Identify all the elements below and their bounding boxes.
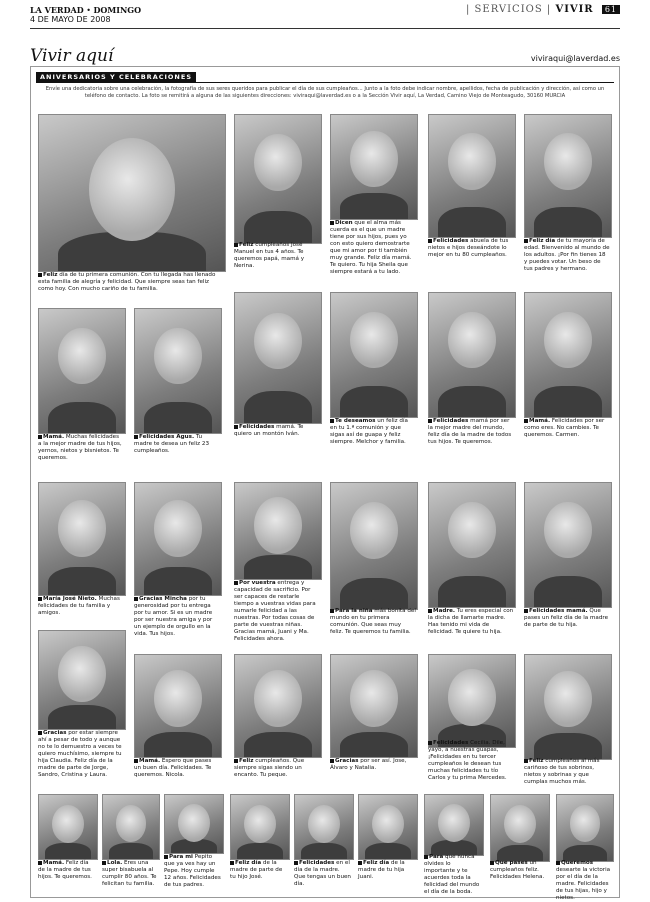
portrait-photo xyxy=(234,114,322,244)
bullet-square-icon xyxy=(134,435,138,439)
shoulders-shape xyxy=(534,207,603,239)
portrait-photo xyxy=(330,114,418,220)
shoulders-shape xyxy=(48,705,117,731)
face-shape xyxy=(308,805,340,843)
portrait-photo xyxy=(164,794,224,854)
bullet-square-icon xyxy=(38,435,42,439)
bullet-square-icon xyxy=(102,861,106,865)
caption xyxy=(164,854,222,889)
paper-name: LA VERDAD xyxy=(30,5,84,15)
caption xyxy=(38,730,124,779)
caption-text: Muchas felicidades a la mejor madre de tus hijos, yernos, nietos y bisnietos. Te queremos. xyxy=(38,434,122,461)
portrait-photo xyxy=(524,482,612,608)
portrait-photo xyxy=(428,114,516,238)
caption xyxy=(428,608,514,636)
bullet-square-icon xyxy=(134,597,138,601)
shoulders-shape xyxy=(244,732,313,759)
face-shape xyxy=(350,502,397,559)
shoulders-shape xyxy=(244,391,313,425)
caption xyxy=(38,272,224,293)
shoulders-shape xyxy=(340,193,409,220)
bullet-square-icon xyxy=(134,759,138,763)
face-shape xyxy=(254,670,301,727)
portrait-photo xyxy=(428,654,516,748)
portrait-photo xyxy=(102,794,160,860)
shoulders-shape xyxy=(301,843,347,860)
caption-text: Felicidades por ser como eres. No cambies. Te queremos. Carmen. xyxy=(524,418,605,438)
caption xyxy=(38,596,124,617)
caption xyxy=(490,860,548,881)
caption-text: que el alma más cuerda es el que un madre tiene por sus hijos, pues yo con esto quiero demostrarte que mi amor por ti también muy grande. Feliz día mamá. Te quiero. Tu hija Sheila que siempre estará a tu lado. xyxy=(330,220,412,275)
section-vivir[interactable]: VIVIR xyxy=(555,4,594,15)
caption-lead: Mamá. xyxy=(43,860,65,866)
bullet-square-icon xyxy=(490,861,494,865)
bullet-square-icon xyxy=(428,741,432,745)
caption xyxy=(524,418,610,439)
bullet-square-icon xyxy=(330,609,334,613)
caption xyxy=(428,238,514,259)
caption-text: un feliz día en tu 1.ª comunión y que sigas así de guapa y feliz siempre. Melchor y familia. xyxy=(330,418,408,445)
portrait-photo xyxy=(428,482,516,608)
shoulders-shape xyxy=(365,843,411,860)
caption xyxy=(134,758,220,779)
bullet-square-icon xyxy=(428,609,432,613)
caption xyxy=(38,860,96,881)
face-shape xyxy=(448,502,495,559)
face-shape xyxy=(448,133,495,190)
portrait-photo xyxy=(38,114,226,272)
bullet-square-icon xyxy=(234,243,238,247)
face-shape xyxy=(52,805,84,843)
portrait-photo xyxy=(234,482,322,580)
portrait-photo xyxy=(524,654,612,760)
caption xyxy=(428,740,514,782)
shoulders-shape xyxy=(244,555,313,580)
caption-lead: Que pases xyxy=(495,860,528,866)
portrait-photo xyxy=(330,292,418,418)
caption-lead: Feliz xyxy=(43,272,58,278)
caption-text: de la madre de tu hija Juani. xyxy=(358,860,405,880)
shoulders-shape xyxy=(340,386,409,418)
section-servicios[interactable]: SERVICIOS xyxy=(474,4,543,15)
shoulders-shape xyxy=(144,732,213,759)
caption-text: cumpleaños José Manuel en tus 4 años. Te queremos papá, mamá y Nerina. xyxy=(234,242,305,269)
portrait-photo xyxy=(38,630,126,730)
caption xyxy=(524,238,610,273)
bullet-square-icon xyxy=(234,425,238,429)
caption-text: por tu generosidad por tu entrega por tu amor. Si es un madre por ser nuestra amiga y por un ejemplo de orgullo en la vida. Tus hijos. xyxy=(134,596,213,637)
face-shape xyxy=(58,500,105,557)
shoulders-shape xyxy=(438,207,507,239)
caption-lead: María José Nieto. xyxy=(43,596,97,602)
caption xyxy=(230,860,288,881)
caption xyxy=(428,418,514,446)
caption xyxy=(524,608,610,629)
face-shape xyxy=(350,312,397,369)
caption-lead: Felicidades xyxy=(433,418,469,424)
caption-lead: Para la niña xyxy=(335,608,373,614)
caption-text: cumpleaños al más cariñoso de tus sobrinos, nietos y sobrinas y que cumplas muchos más. xyxy=(524,758,600,785)
face-shape xyxy=(372,805,404,843)
portrait-photo xyxy=(524,114,612,238)
caption-text: de tu mayoría de edad. Bienvenido al mundo de los adultos. ¡Por fin tienes 18 y puedes votar. Un beso de tus padres y hermano. xyxy=(524,238,610,272)
caption-lead: Feliz xyxy=(529,758,544,764)
bullet-square-icon xyxy=(556,861,560,865)
caption-text: Espero que pases un buen día. Felicidades. Te queremos. Nicola. xyxy=(134,758,212,778)
caption-lead: Felicidades xyxy=(433,238,469,244)
caption-lead: Feliz xyxy=(239,758,254,764)
bullet-square-icon xyxy=(38,861,42,865)
bullet-square-icon xyxy=(164,855,168,859)
caption xyxy=(134,596,220,638)
caption-text: de la madre de parte de tu hijo José. xyxy=(230,860,283,880)
face-shape xyxy=(244,805,276,843)
caption xyxy=(524,758,610,786)
caption-text: Muchas felicidades de tu familia y amigos. xyxy=(38,596,120,616)
bullet-square-icon xyxy=(428,239,432,243)
portrait-photo xyxy=(230,794,290,860)
portrait-photo xyxy=(38,308,126,434)
shoulders-shape xyxy=(48,402,117,434)
shoulders-shape xyxy=(340,732,409,759)
face-shape xyxy=(58,646,105,703)
face-shape xyxy=(448,669,495,726)
face-shape xyxy=(154,328,201,385)
bullet-square-icon xyxy=(38,273,42,277)
face-shape xyxy=(544,312,591,369)
bullet-square-icon xyxy=(428,419,432,423)
caption-lead: Feliz día xyxy=(363,860,390,866)
day-label: DOMINGO xyxy=(93,5,142,15)
bullet-square-icon xyxy=(330,221,334,225)
date-label: 4 DE MAYO DE 2008 xyxy=(30,15,111,24)
bullet-square-icon xyxy=(234,759,238,763)
portrait-photo xyxy=(234,654,322,758)
portrait-photo xyxy=(38,482,126,596)
caption-text: Que pases un feliz día de la madre de parte de tu hija. xyxy=(524,608,609,628)
bullet-square-icon xyxy=(38,597,42,601)
caption-text: abuela de tus nietos e hijos deseándote lo mejor en tu 80 cumpleaños. xyxy=(428,238,509,258)
caption xyxy=(330,758,416,772)
portrait-photo xyxy=(38,794,98,860)
caption-text: un cumpleaños feliz. Felicidades Helena. xyxy=(490,860,545,880)
caption-text: Tu madre te desea un feliz 23 cumpleaños. xyxy=(134,434,210,454)
bullet-square-icon xyxy=(524,419,528,423)
caption-lead: Gracias xyxy=(335,758,359,764)
caption-lead: Felicidades mamá. xyxy=(529,608,588,614)
caption-lead: Feliz xyxy=(239,242,254,248)
portrait-photo xyxy=(134,654,222,758)
shoulders-shape xyxy=(45,843,91,860)
caption-text: Cecilia. Dile, yayo, a nuestras guapas, ¡Felicidades en tu tercer cumpleaños le desean tus muchas felicidades tu tío Carlos y tu prima Mercedes. xyxy=(428,740,507,781)
portrait-photo xyxy=(330,482,418,610)
face-shape xyxy=(438,804,470,842)
face-shape xyxy=(504,805,536,843)
caption-lead: Mamá. xyxy=(529,418,551,424)
shoulders-shape xyxy=(534,733,603,760)
intro-text: Envíe una dedicatoria sobre una celebración, la fotografía de sus seres queridos para publicar el día de sus cumpleaños... Junto a la foto debe indicar nombre, apellidos, fecha de publicación y dirección, así como un teléfono de contacto. La foto se remitirá a alguna de las siguientes direcciones: viviraqui@laverdad.es o a la Sección Vivir aquí, La Verdad, Camino Viejo de Monteagudo, 30160 MURCIA xyxy=(45,86,605,99)
caption-lead: Dicen xyxy=(335,220,353,226)
bullet-square-icon xyxy=(230,861,234,865)
caption xyxy=(330,608,416,636)
caption-lead: Feliz día xyxy=(235,860,262,866)
face-shape xyxy=(544,671,591,728)
caption xyxy=(102,860,158,888)
caption xyxy=(424,854,482,896)
caption-text: mamá. Te quiero un montón Iván. xyxy=(234,424,304,437)
caption-text: día de tu primera comunión. Con tu llegada has llenado esta familia de alegría y felicidad. Que siempre seas tan feliz como hoy. Con mucho cariño de tu familia. xyxy=(38,272,216,292)
shoulders-shape xyxy=(237,843,283,860)
face-shape xyxy=(544,502,591,559)
shoulders-shape xyxy=(340,578,409,611)
bullet-square-icon xyxy=(294,861,298,865)
portrait-photo xyxy=(134,482,222,596)
shoulders-shape xyxy=(534,386,603,418)
caption-lead: Felicidades xyxy=(433,740,469,746)
shoulders-shape xyxy=(144,567,213,596)
face-shape xyxy=(448,312,495,369)
caption-text: por ser así. Jose, Álvaro y Natalia. xyxy=(330,758,407,771)
caption-lead: Lola. xyxy=(107,860,123,866)
bullet-square-icon xyxy=(38,731,42,735)
face-shape xyxy=(570,805,601,842)
caption xyxy=(358,860,416,881)
shoulders-shape xyxy=(438,386,507,418)
bullet-square-icon xyxy=(524,759,528,763)
caption xyxy=(294,860,352,888)
portrait-photo xyxy=(424,794,484,856)
portrait-photo xyxy=(234,292,322,424)
masthead: LA VERDAD • DOMINGO 4 DE MAYO DE 2008 xyxy=(30,5,142,24)
caption-text: Pepito que ya ves hay un Pepe. Hoy cumple 12 años. Felicidades de tus padres. xyxy=(164,854,221,888)
face-shape xyxy=(116,805,147,842)
caption xyxy=(38,434,124,462)
caption xyxy=(330,220,416,276)
face-shape xyxy=(254,134,301,191)
bullet-square-icon xyxy=(330,419,334,423)
bullet-square-icon xyxy=(524,609,528,613)
caption-text: Eres una super bisabuela al cumplir 80 años. Te felicitan tu familia. xyxy=(102,860,157,887)
caption xyxy=(330,418,416,446)
caption xyxy=(234,758,320,779)
bullet-square-icon xyxy=(330,759,334,763)
portrait-photo xyxy=(428,292,516,418)
face-shape xyxy=(544,133,591,190)
shoulders-shape xyxy=(438,576,507,608)
face-shape xyxy=(58,328,105,385)
caption-text: que nunca olvides lo importante y te acuerdes toda la felicidad del mundo el día de la boda. xyxy=(424,854,480,895)
portrait-photo xyxy=(524,292,612,418)
caption xyxy=(234,580,320,643)
bullet-square-icon xyxy=(424,855,428,859)
caption xyxy=(134,434,220,455)
face-shape xyxy=(350,131,397,188)
caption-text: cumpleaños. Que siempre sigas siendo un encanto. Tu peque. xyxy=(234,758,305,778)
page-title: Vivir aquí xyxy=(30,46,114,66)
face-shape xyxy=(350,670,397,727)
shoulders-shape xyxy=(244,211,313,244)
caption-text: desearte la victoria por el día de la madre. Felicidades de tus hijas, hijo y nietos. xyxy=(556,867,611,901)
bullet-square-icon xyxy=(358,861,362,865)
face-shape xyxy=(89,138,175,241)
portrait-photo xyxy=(358,794,418,860)
caption-lead: Gracias xyxy=(43,730,67,736)
caption-text: en el día de la madre. Que tengas un buen día. xyxy=(294,860,351,887)
email-link[interactable]: viviraqui@laverdad.es xyxy=(530,54,620,63)
caption-lead: Feliz día xyxy=(529,238,556,244)
caption-lead: Queremos xyxy=(561,860,594,866)
caption xyxy=(234,424,320,438)
bullet-square-icon xyxy=(524,239,528,243)
face-shape xyxy=(154,500,201,557)
section-rule xyxy=(36,82,614,83)
caption-lead: Te deseamos xyxy=(335,418,376,424)
face-shape xyxy=(254,313,301,370)
shoulders-shape xyxy=(534,576,603,608)
caption-lead: Para mi xyxy=(169,854,193,860)
bullet-square-icon xyxy=(234,581,238,585)
caption-lead: Felicidades Agus. xyxy=(139,434,195,440)
caption-lead: Gracias Mincha xyxy=(139,596,187,602)
page-number: 61 xyxy=(602,5,620,14)
caption-text: entrega y capacidad de sacrificio. Por ser capaces de restarle tiempo a vuestras vidas para sumarle felicidad a las nuestras. Por todas cosas de parte de vuestras niñas. Gracias mamá, Juani y Ma. Felicidades ahora. xyxy=(234,580,316,642)
portrait-photo xyxy=(490,794,550,862)
section-bar: ANIVERSARIOS Y CELEBRACIONES xyxy=(36,72,196,82)
caption-text: mamá por ser la mejor madre del mundo, feliz día de la madre de todos tus hijos. Te queremos. xyxy=(428,418,512,445)
caption-lead: Felicidades xyxy=(299,860,335,866)
face-shape xyxy=(254,497,301,554)
shoulders-shape xyxy=(109,843,154,860)
face-shape xyxy=(154,670,201,727)
section-nav: | SERVICIOS | VIVIR 61 xyxy=(466,4,620,15)
caption-text: Feliz día de la madre de tus hijos. Te queremos. xyxy=(38,860,92,880)
shoulders-shape xyxy=(48,567,117,596)
caption-text: más bonita del mundo en tu primera comunión. Que seas muy feliz. Te queremos tu familia. xyxy=(330,608,416,635)
portrait-photo xyxy=(330,654,418,758)
caption-lead: Para xyxy=(429,854,444,860)
caption-lead: Madre. xyxy=(433,608,456,614)
caption xyxy=(556,860,612,902)
portrait-photo xyxy=(556,794,614,862)
caption-lead: Mamá. xyxy=(43,434,65,440)
caption-lead: Mamá. xyxy=(139,758,161,764)
caption-lead: Felicidades xyxy=(239,424,275,430)
header-rule xyxy=(30,28,620,29)
portrait-photo xyxy=(294,794,354,860)
portrait-photo xyxy=(134,308,222,434)
caption-text: Tu eres especial con la dicha de llamarte madre. Has tenido mi vida de felicidad. Te quiere tu hija. xyxy=(428,608,514,635)
caption-text: por estar siempre ahí a pesar de todo y aunque no te lo demuestro a veces te quiero muchísimo, siempre tu hija Claudia. Feliz día de la madre de parte de Jorge, Sandro, Cristina y Laura. xyxy=(38,730,122,778)
shoulders-shape xyxy=(144,402,213,434)
face-shape xyxy=(178,804,210,842)
caption xyxy=(234,242,320,270)
caption-lead: Por vuestra xyxy=(239,580,276,586)
